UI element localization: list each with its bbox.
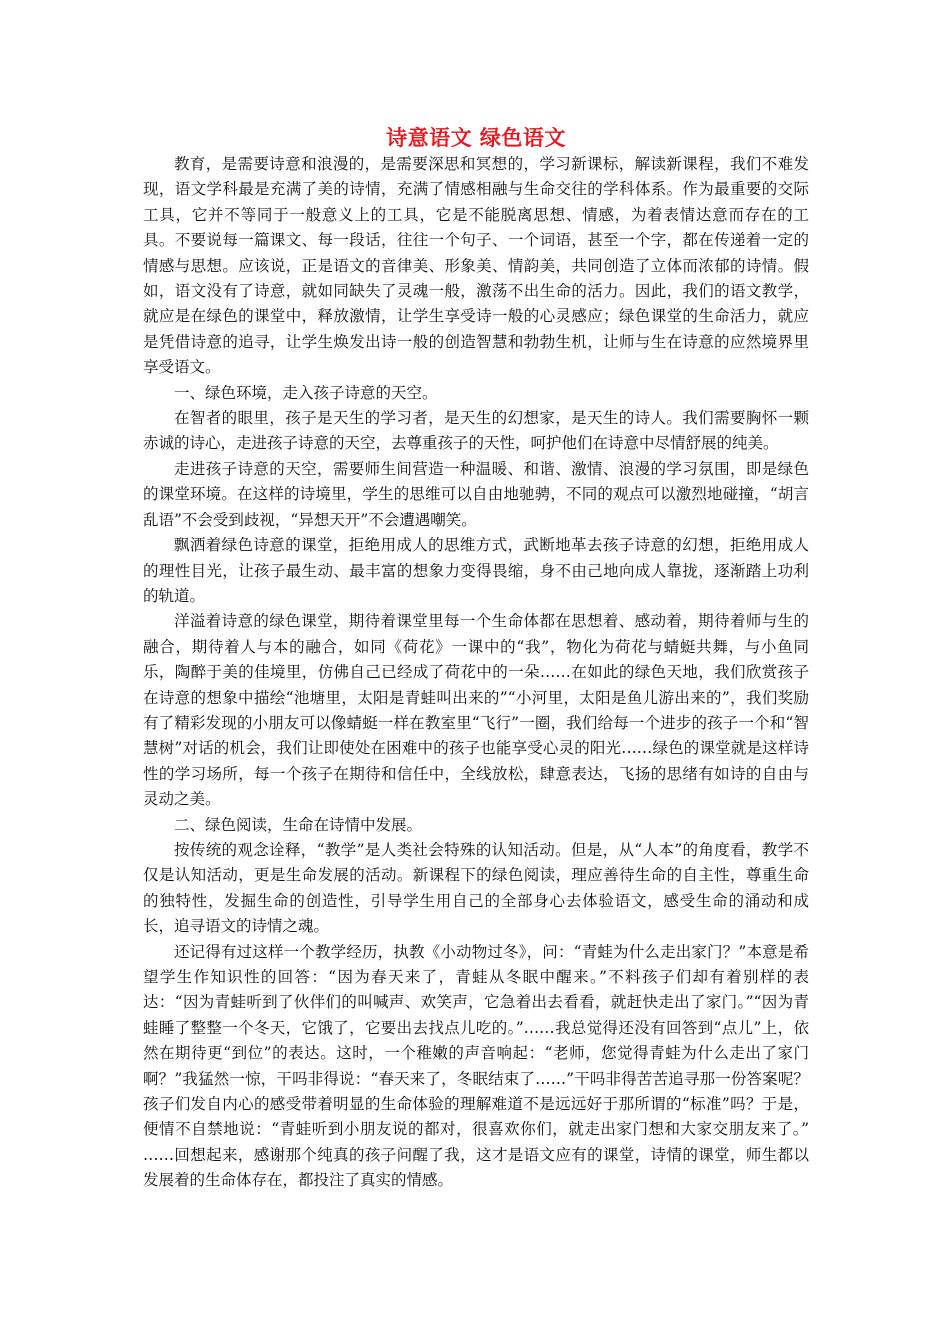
- document-body: [143, 124, 809, 1194]
- paragraph: 在智者的眼里，孩子是天生的学习者，是天生的幻想家，是天生的诗人。我们需要胸怀一颗赤诚的诗心，走进孩子诗意的天空，去尊重孩子的天性，呵护他们在诗意中尽情舒展的纯美。: [143, 409, 809, 453]
- paragraph: 走进孩子诗意的天空，需要师生间营造一种温暖、和谐、激情、浪漫的学习氛围，即是绿色的课堂环境。在这样的诗境里，学生的思维可以自由地驰骋，不同的观点可以激烈地碰撞，“胡言乱语”不会受到歧视，“异想天开”不会遭遇嘲笑。: [143, 459, 809, 529]
- paragraph-intro: 教育，是需要诗意和浪漫的，是需要深思和冥想的，学习新课标，解读新课程，我们不难发现，语文学科最是充满了美的诗情，充满了情感相融与生命交往的学科体系。作为最重要的交际工具，它并不等同于一般意义上的工具，它是不能脱离思想、情感，为着表情达意而存在的工具。不要说每一篇课文、每一段话，往往一个句子、一个词语，甚至一个字，都在传递着一定的情感与思想。应该说，正是语文的音律美、形象美、情韵美，共同创造了立体而浓郁的诗情。假如，语文没有了诗意，就如同缺失了灵魂一般，激荡不出生命的活力。因此，我们的语文教学，就应是在绿色的课堂中，释放激情，让学生享受诗一般的心灵感应；绿色课堂的生命活力，就应是凭借诗意的追寻，让学生焕发出诗一般的创造智慧和勃勃生机，让师与生在诗意的应然境界里享受语文。: [143, 155, 809, 377]
- section-heading-green-reading: 二、绿色阅读，生命在诗情中发展。: [174, 815, 423, 834]
- paragraph: 还记得有过这样一个教学经历，执教《小动物过冬》，问：“青蛙为什么走出家门？”本意是希望学生作知识性的回答：“因为春天来了，青蛙从冬眠中醒来。”不料孩子们却有着别样的表达：“因为青蛙听到了伙伴们的叫喊声、欢笑声，它急着出去看看，就赶快走出了家门。”“因为青蛙睡了整整一个冬天，它饿了，它要出去找点儿吃的。”……我总觉得还没有回答到“点儿”上，依然在期待更“到位”的表达。这时，一个稚嫩的声音响起：“老师，您觉得青蛙为什么走出了家门啊？”我猛然一惊，干吗非得说：“春天来了，冬眠结束了……”干吗非得苦苦追寻那一份答案呢？孩子们发自内心的感受带着明显的生命体验的理解难道不是远远好于那所谓的“标准”吗？于是，便情不自禁地说：“青蛙听到小朋友说的都对，很喜欢你们，就走出家门想和大家交朋友来了。” ……回想起来，感谢那个纯真的孩子问醒了我，这才是语文应有的课堂，诗情的课堂，师生都以发展着的生命体存在，都投注了真实的情感。: [143, 942, 809, 1190]
- section-heading-green-environment: 一、绿色环境，走入孩子诗意的天空。: [174, 383, 438, 402]
- paragraph: 按传统的观念诠释，“教学”是人类社会特殊的认知活动。但是，从“人本”的角度看，教学不仅是认知活动，更是生命发展的活动。新课程下的绿色阅读，理应善待生命的自主性，尊重生命的独特性，发掘生命的创造性，引导学生用自己的全部身心去体验语文，感受生命的涌动和成长，追寻语文的诗情之魂。: [143, 840, 809, 936]
- paragraph: 飘洒着绿色诗意的课堂，拒绝用成人的思维方式，武断地革去孩子诗意的幻想，拒绝用成人的理性目光，让孩子最生动、最丰富的想象力变得畏缩，身不由己地向成人靠拢，逐渐踏上功利的轨道。: [143, 536, 809, 605]
- paragraph: 洋溢着诗意的绿色课堂，期待着课堂里每一个生命体都在思想着、感动着，期待着师与生的融合，期待着人与本的融合，如同《荷花》一课中的“我”，物化为荷花与蜻蜓共舞，与小鱼同乐，陶醉于美的佳境里，仿佛自己已经成了荷花中的一朵……在如此的绿色天地，我们欣赏孩子在诗意的想象中描绘“池塘里，太阳是青蛙叫出来的”“小河里，太阳是鱼儿游出来的”，我们奖励有了精彩发现的小朋友可以像蜻蜓一样在教室里“飞行”一圈，我们给每一个进步的孩子一个和“智慧树”对话的机会，我们让即使处在困难中的孩子也能享受心灵的阳光……绿色的课堂就是这样诗性的学习场所，每一个孩子在期待和信任中，全线放松，肆意表达，飞扬的思绪有如诗的自由与灵动之美。: [143, 612, 809, 809]
- document-title: 诗意语文 绿色语文: [386, 126, 566, 150]
